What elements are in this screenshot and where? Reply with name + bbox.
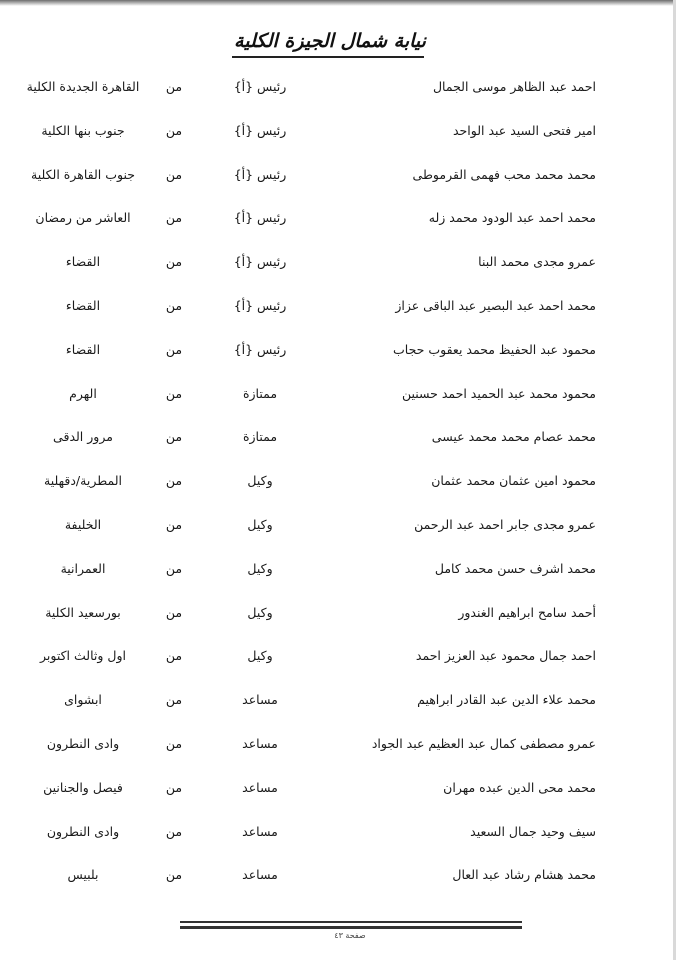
- from-label: من: [165, 79, 183, 94]
- list-item: [0, 373, 676, 417]
- person-name: محمود امين عثمان محمد عثمان: [431, 473, 596, 489]
- origin-place: وادى النطرون: [46, 823, 120, 839]
- person-name: محمد علاء الدين عبد القادر ابراهيم: [417, 692, 596, 708]
- origin-place: القضاء: [65, 341, 101, 357]
- from-label: من: [165, 385, 183, 401]
- list-item: [0, 241, 676, 285]
- person-name: محمد محى الدين عبده مهران: [443, 779, 596, 795]
- origin-place: جنوب بنها الكلية: [41, 122, 125, 138]
- person-name: احمد جمال محمود عبد العزيز احمد: [415, 648, 596, 664]
- list-item: [0, 635, 676, 679]
- rank-label: مساعد: [242, 779, 278, 795]
- origin-place: الخليفة: [64, 516, 102, 532]
- from-label: من: [165, 867, 183, 883]
- rank-label: وكيل: [247, 648, 273, 664]
- list-item: [0, 548, 676, 592]
- origin-place: العاشر من رمضان: [35, 210, 131, 226]
- from-label: من: [165, 210, 183, 226]
- person-name: محمد عصام محمد محمد عيسى: [431, 429, 596, 445]
- rank-label: رئيس {أ}: [233, 254, 287, 270]
- origin-place: فيصل والجنانين: [43, 779, 123, 795]
- list-item: [0, 154, 676, 198]
- person-name: عمرو مجدى محمد البنا: [478, 254, 596, 270]
- from-label: من: [165, 516, 183, 532]
- rank-label: وكيل: [247, 560, 273, 576]
- footer-rule-thin: [180, 921, 522, 923]
- from-label: من: [165, 297, 183, 313]
- rank-label: رئيس {أ}: [233, 122, 287, 138]
- person-name: محمد هشام رشاد عبد العال: [452, 867, 596, 883]
- from-label: من: [165, 122, 183, 138]
- origin-place: القاهرة الجديدة الكلية: [26, 79, 140, 94]
- rank-label: رئيس {أ}: [233, 79, 287, 94]
- from-label: من: [165, 604, 183, 620]
- rank-label: رئيس {أ}: [233, 210, 287, 226]
- document-title: نيابة شمال الجيزة الكلية: [234, 30, 426, 52]
- list-item: [0, 416, 676, 460]
- from-label: من: [165, 648, 183, 664]
- list-item: [0, 329, 676, 373]
- list-item: [0, 811, 676, 855]
- origin-place: مرور الدقى: [53, 429, 113, 445]
- rank-label: رئيس {أ}: [233, 297, 287, 313]
- from-label: من: [165, 692, 183, 708]
- origin-place: العمرانية: [60, 560, 106, 576]
- from-label: من: [165, 735, 183, 751]
- list-item: [0, 285, 676, 329]
- person-name: محمد احمد عبد البصير عبد الباقى عزاز: [395, 297, 596, 313]
- list-item: [0, 767, 676, 811]
- origin-place: الهرم: [69, 385, 97, 401]
- person-name: محمود محمد عبد الحميد احمد حسنين: [401, 385, 596, 401]
- rank-label: ممتازة: [242, 385, 278, 401]
- person-name: محمد محمد محب فهمى القرموطى: [412, 166, 596, 182]
- origin-place: وادى النطرون: [46, 735, 120, 751]
- rank-label: وكيل: [247, 473, 273, 489]
- rank-label: رئيس {أ}: [233, 341, 287, 357]
- person-name: سيف وحيد جمال السعيد: [470, 823, 596, 839]
- rank-label: مساعد: [242, 823, 278, 839]
- person-name: امير فتحى السيد عبد الواحد: [452, 122, 596, 138]
- from-label: من: [165, 473, 183, 489]
- person-name: محمد احمد عبد الودود محمد زله: [428, 210, 596, 226]
- assignment-list: [0, 66, 676, 898]
- list-item: [0, 854, 676, 898]
- list-item: [0, 197, 676, 241]
- from-label: من: [165, 429, 183, 445]
- rank-label: وكيل: [247, 516, 273, 532]
- rank-label: رئيس {أ}: [233, 166, 287, 182]
- scan-top-edge: [0, 0, 676, 6]
- list-item: [0, 723, 676, 767]
- rank-label: ممتازة: [242, 429, 278, 445]
- origin-place: اول وثالث اكتوبر: [40, 648, 126, 664]
- list-item: [0, 110, 676, 154]
- rank-label: مساعد: [242, 867, 278, 883]
- origin-place: المطرية/دقهلية: [44, 473, 122, 489]
- rank-label: وكيل: [247, 604, 273, 620]
- person-name: عمرو مصطفى كمال عبد العظيم عبد الجواد: [371, 735, 596, 751]
- origin-place: بورسعيد الكلية: [45, 604, 121, 620]
- origin-place: القضاء: [65, 254, 101, 270]
- title-underline: [232, 56, 424, 58]
- from-label: من: [165, 823, 183, 839]
- person-name: احمد عبد الظاهر موسى الجمال: [432, 79, 596, 94]
- origin-place: القضاء: [65, 297, 101, 313]
- list-item: [0, 66, 676, 110]
- person-name: محمد اشرف حسن محمد كامل: [434, 560, 596, 576]
- page-number: صفحة ٤٣: [334, 931, 366, 940]
- origin-place: ابشواى: [64, 692, 102, 708]
- person-name: محمود عبد الحفيظ محمد يعقوب حجاب: [393, 341, 596, 357]
- person-name: عمرو مجدى جابر احمد عبد الرحمن: [414, 516, 596, 532]
- from-label: من: [165, 560, 183, 576]
- origin-place: جنوب القاهرة الكلية: [31, 166, 135, 182]
- list-item: [0, 592, 676, 636]
- from-label: من: [165, 341, 183, 357]
- rank-label: مساعد: [242, 735, 278, 751]
- from-label: من: [165, 779, 183, 795]
- origin-place: بلبيس: [67, 867, 99, 883]
- list-item: [0, 679, 676, 723]
- from-label: من: [165, 166, 183, 182]
- rank-label: مساعد: [242, 692, 278, 708]
- from-label: من: [165, 254, 183, 270]
- footer-rule-thick: [180, 926, 522, 929]
- list-item: [0, 460, 676, 504]
- person-name: أحمد سامح ابراهيم الغندور: [458, 604, 596, 620]
- list-item: [0, 504, 676, 548]
